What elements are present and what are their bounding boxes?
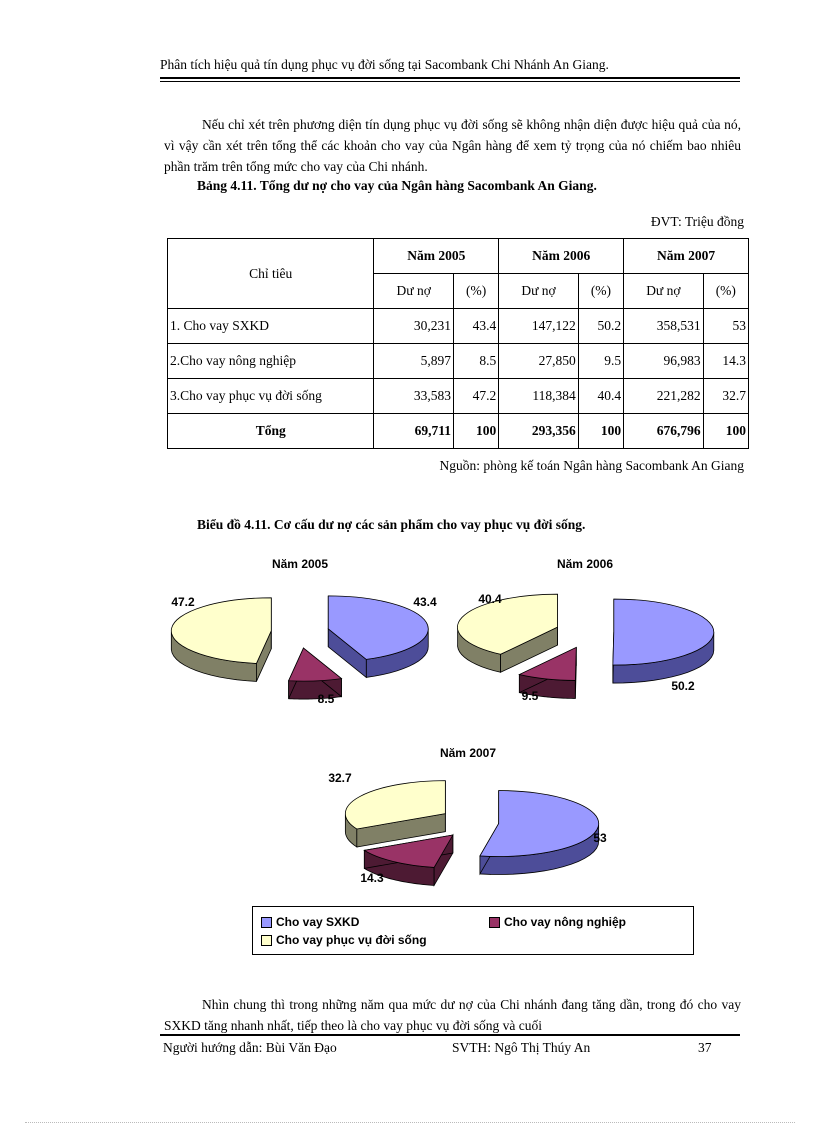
cell: 676,796 — [624, 414, 704, 449]
cell: 32.7 — [703, 379, 748, 414]
legend-swatch — [489, 917, 500, 928]
cell: 118,384 — [499, 379, 579, 414]
data-label: 40.4 — [478, 592, 502, 606]
chart-title: Năm 2006 — [556, 557, 614, 571]
footer-advisor: Người hướng dẫn: Bùi Văn Đạo — [163, 1040, 337, 1055]
chart-title: Năm 2005 — [271, 557, 329, 571]
cell: 96,983 — [624, 344, 704, 379]
cell: 8.5 — [453, 344, 498, 379]
legend-swatch — [261, 935, 272, 946]
cell: 69,711 — [374, 414, 454, 449]
source-note: Nguồn: phòng kế toán Ngân hàng Sacombank An Giang — [439, 458, 744, 473]
chart-legend — [252, 906, 694, 955]
chart-caption: Biểu đồ 4.11. Cơ cấu dư nợ các sản phẩm cho vay phục vụ đời sống. — [197, 517, 586, 532]
cell: 100 — [578, 414, 623, 449]
cell: 50.2 — [578, 309, 623, 344]
pie-slice — [289, 648, 342, 681]
legend-label: Cho vay phục vụ đời sống — [276, 933, 427, 947]
pie-chart — [171, 557, 437, 706]
table-caption: Bảng 4.11. Tổng dư nợ cho vay của Ngân hàng Sacombank An Giang. — [197, 178, 597, 193]
cell: 147,122 — [499, 309, 579, 344]
intro-paragraph: Nếu chỉ xét trên phương diện tín dụng phục vụ đời sống sẽ không nhận diện được hiệu quả của nó, vì vậy cần xét trên tổng thể các khoản cho vay của Ngân hàng để xem tỷ trọng của nó chiếm bao nhiêu phần trăm trên tổng mức cho vay của Chi nhánh. — [164, 117, 741, 174]
legend-label: Cho vay nông nghiệp — [504, 915, 626, 929]
cell: 358,531 — [624, 309, 704, 344]
pie-chart — [328, 746, 607, 885]
data-label: 43.4 — [413, 595, 437, 609]
sub-header-pct: (%) — [578, 274, 623, 309]
cell: 27,850 — [499, 344, 579, 379]
footer-rule — [160, 1034, 740, 1036]
sub-header-pct: (%) — [453, 274, 498, 309]
year-header: Năm 2007 — [624, 239, 749, 274]
cell: 5,897 — [374, 344, 454, 379]
row-label: 3.Cho vay phục vụ đời sống — [168, 379, 374, 414]
cell: 100 — [703, 414, 748, 449]
page-header: Phân tích hiệu quả tín dụng phục vụ đời sống tại Sacombank Chi Nhánh An Giang. — [160, 57, 609, 72]
footer-page-number: 37 — [698, 1040, 712, 1055]
sub-header-debt: Dư nợ — [374, 274, 454, 309]
row-label: 2.Cho vay nông nghiệp — [168, 344, 374, 379]
chart-title: Năm 2007 — [439, 746, 497, 760]
year-header: Năm 2005 — [374, 239, 499, 274]
cell: 14.3 — [703, 344, 748, 379]
row-label: 1. Cho vay SXKD — [168, 309, 374, 344]
year-header: Năm 2006 — [499, 239, 624, 274]
sub-header-debt: Dư nợ — [499, 274, 579, 309]
closing-paragraph: Nhìn chung thì trong những năm qua mức dư nợ của Chi nhánh đang tăng dần, trong đó cho vay SXKD tăng nhanh nhất, tiếp theo là cho vay phục vụ đời sống và cuối — [164, 997, 741, 1033]
cell: 33,583 — [374, 379, 454, 414]
cell: 100 — [453, 414, 498, 449]
data-label: 32.7 — [328, 771, 352, 785]
cell: 53 — [703, 309, 748, 344]
data-label: 53 — [593, 831, 607, 845]
cell: 30,231 — [374, 309, 454, 344]
pie-chart — [458, 557, 714, 703]
data-label: 47.2 — [171, 595, 195, 609]
cell: 43.4 — [453, 309, 498, 344]
footer-student: SVTH: Ngô Thị Thúy An — [452, 1040, 591, 1055]
sub-header-pct: (%) — [703, 274, 748, 309]
legend-swatch — [261, 917, 272, 928]
cell: 40.4 — [578, 379, 623, 414]
data-label: 14.3 — [360, 871, 384, 885]
data-label: 9.5 — [521, 689, 539, 703]
header-cell-label: Chỉ tiêu — [168, 239, 374, 309]
legend-item-sxkd — [261, 915, 359, 929]
cell: 221,282 — [624, 379, 704, 414]
data-label: 50.2 — [671, 679, 695, 693]
data-label: 8.5 — [317, 692, 335, 706]
cell: 9.5 — [578, 344, 623, 379]
sub-header-debt: Dư nợ — [624, 274, 704, 309]
legend-item-nong-nghiep — [489, 915, 626, 929]
legend-label: Cho vay SXKD — [276, 915, 360, 929]
total-label: Tổng — [168, 414, 374, 449]
cell: 293,356 — [499, 414, 579, 449]
legend-item-doi-song — [261, 933, 427, 947]
unit-note: ĐVT: Triệu đồng — [650, 214, 744, 229]
cell: 47.2 — [453, 379, 498, 414]
